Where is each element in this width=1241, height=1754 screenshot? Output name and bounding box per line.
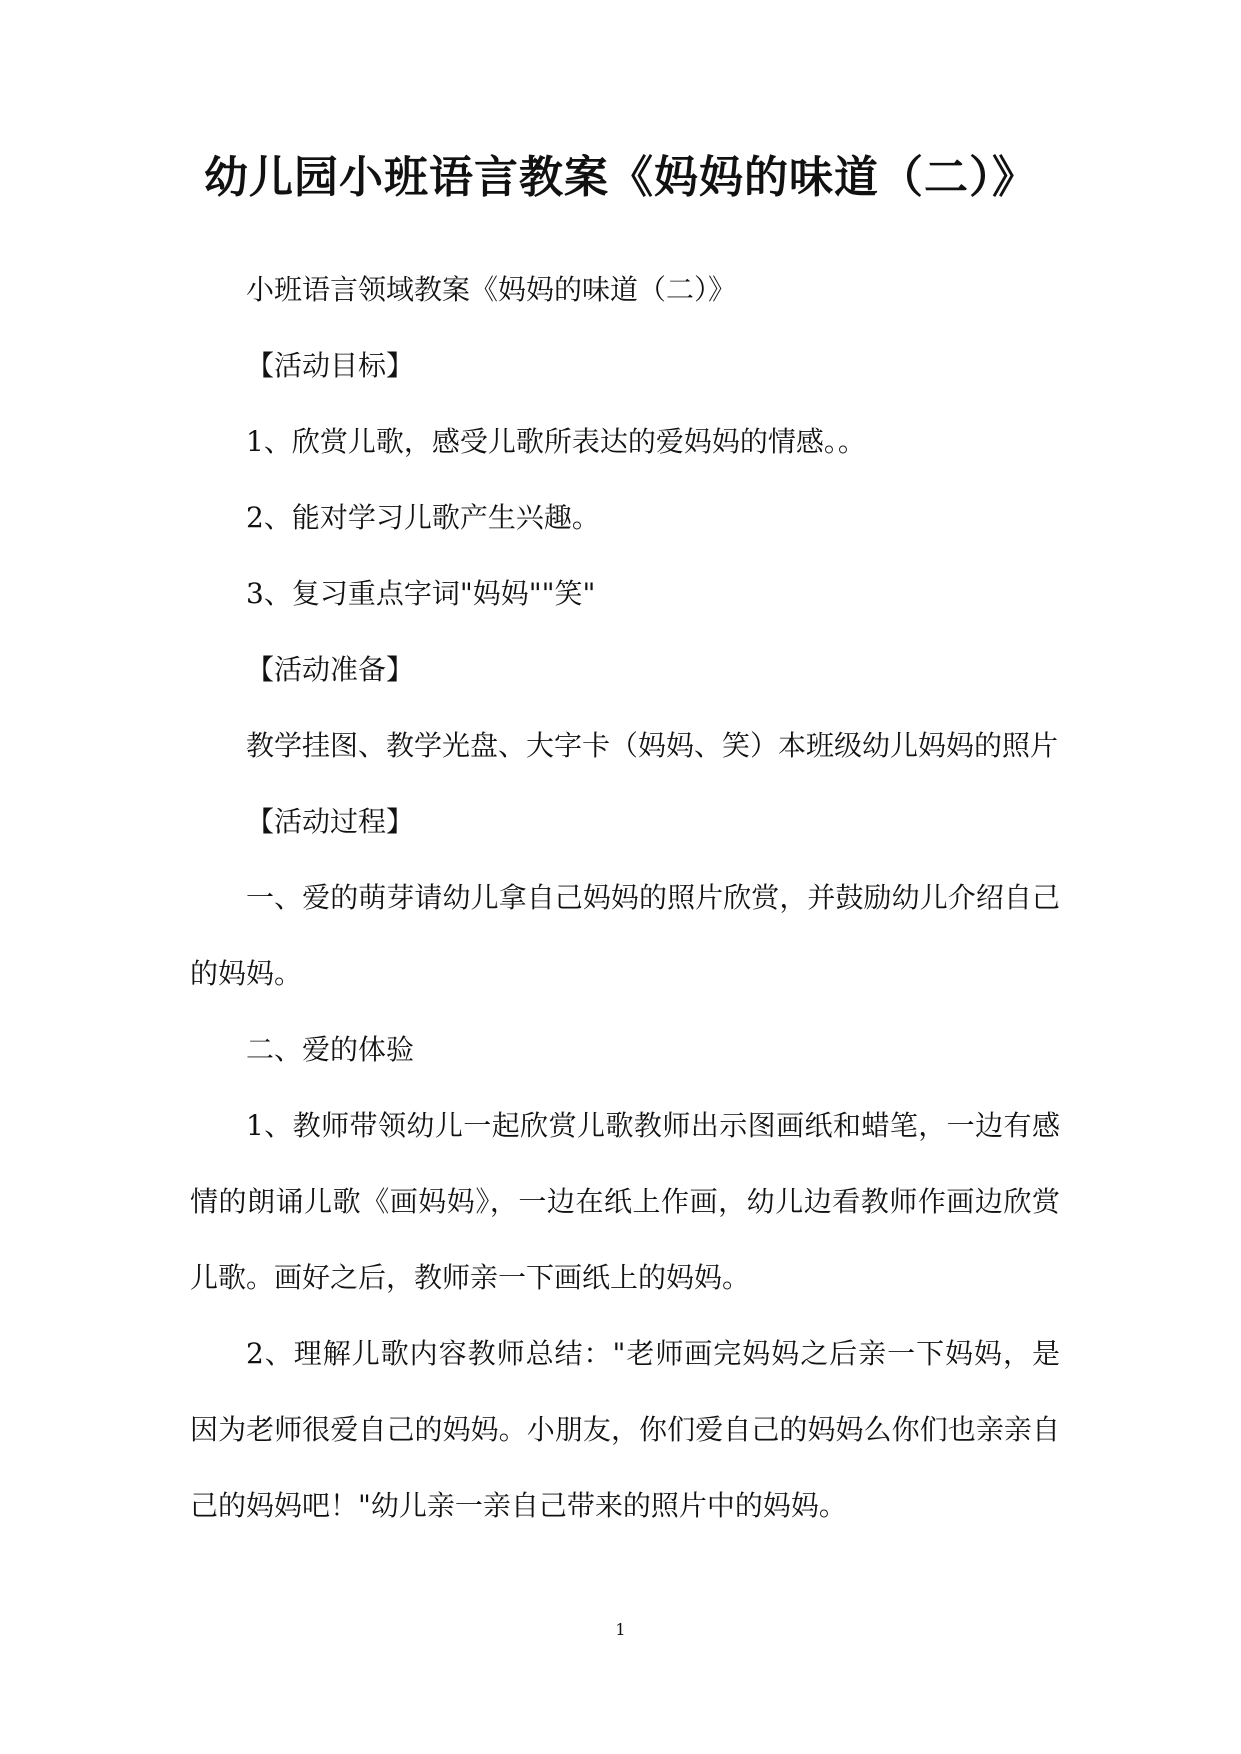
process-substep-1: 1、教师带领幼儿一起欣赏儿歌教师出示图画纸和蜡笔，一边有感情的朗诵儿歌《画妈妈》，一边在纸上作画，幼儿边看教师作画边欣赏儿歌。画好之后，教师亲一下画纸上的妈妈。 <box>190 1109 1060 1294</box>
section-heading-goals: 【活动目标】 <box>246 349 415 382</box>
preparation-paragraph: 教学挂图、教学光盘、大字卡（妈妈、笑）本班级幼儿妈妈的照片 <box>246 729 1059 762</box>
page-number: 1 <box>615 1620 626 1639</box>
process-step-2-heading: 二、爱的体验 <box>246 1033 415 1066</box>
goal-item-3: 3、复习重点字词"妈妈""笑" <box>246 577 596 610</box>
document-body <box>190 252 1060 1544</box>
process-step-1: 一、爱的萌芽请幼儿拿自己妈妈的照片欣赏，并鼓励幼儿介绍自己的妈妈。 <box>190 881 1060 990</box>
document-title: 幼儿园小班语言教案《妈妈的味道（二）》 <box>204 152 1037 203</box>
subtitle-paragraph: 小班语言领域教案《妈妈的味道（二）》 <box>246 273 737 306</box>
section-heading-preparation: 【活动准备】 <box>246 653 415 686</box>
section-heading-process: 【活动过程】 <box>246 805 415 838</box>
process-substep-2: 2、理解儿歌内容教师总结："老师画完妈妈之后亲一下妈妈，是因为老师很爱自己的妈妈。小朋友，你们爱自己的妈妈么你们也亲亲自己的妈妈吧！"幼儿亲一亲自己带来的照片中的妈妈。 <box>190 1337 1060 1522</box>
goal-item-2: 2、能对学习儿歌产生兴趣。 <box>246 501 600 534</box>
goal-item-1: 1、欣赏儿歌，感受儿歌所表达的爱妈妈的情感。。 <box>246 425 866 458</box>
